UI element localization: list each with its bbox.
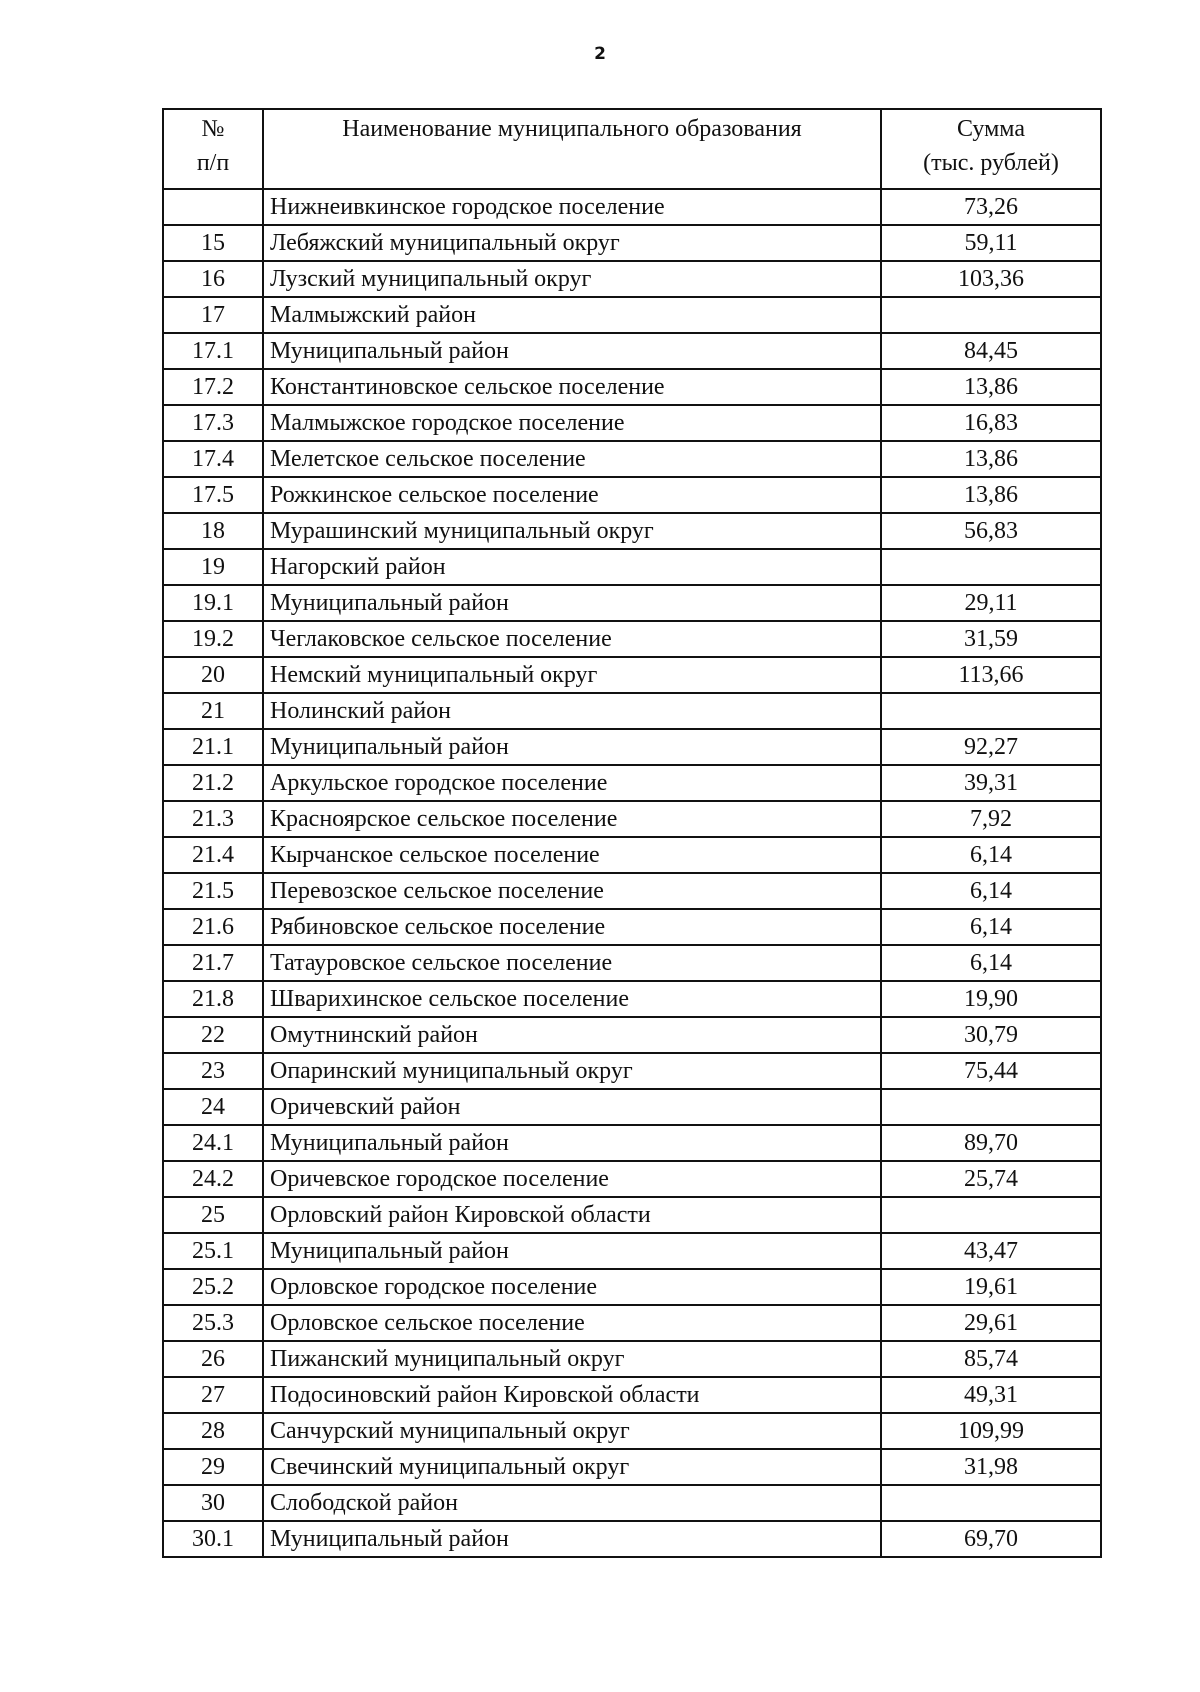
row-name: Нолинский район (263, 693, 881, 729)
table-row (163, 1053, 1101, 1089)
row-sum: 16,83 (881, 405, 1101, 441)
row-name: Орловский район Кировской области (263, 1197, 881, 1233)
row-name: Шварихинское сельское поселение (263, 981, 881, 1017)
row-num: 24.2 (163, 1161, 263, 1197)
table-row (163, 945, 1101, 981)
row-num: 17.5 (163, 477, 263, 513)
table-row (163, 1449, 1101, 1485)
table-row (163, 297, 1101, 333)
row-num: 17.1 (163, 333, 263, 369)
row-num: 27 (163, 1377, 263, 1413)
row-sum (881, 549, 1101, 585)
row-name: Муниципальный район (263, 333, 881, 369)
row-name: Чеглаковское сельское поселение (263, 621, 881, 657)
table-row (163, 981, 1101, 1017)
row-sum: 43,47 (881, 1233, 1101, 1269)
row-name: Орловское городское поселение (263, 1269, 881, 1305)
header-num: № п/п (163, 109, 263, 189)
table-row (163, 729, 1101, 765)
row-num: 20 (163, 657, 263, 693)
row-num: 24 (163, 1089, 263, 1125)
row-name: Орловское сельское поселение (263, 1305, 881, 1341)
row-num: 26 (163, 1341, 263, 1377)
row-sum (881, 297, 1101, 333)
row-name: Малмыжское городское поселение (263, 405, 881, 441)
table-row (163, 549, 1101, 585)
table-row (163, 261, 1101, 297)
table-row (163, 1377, 1101, 1413)
row-sum: 92,27 (881, 729, 1101, 765)
row-num: 23 (163, 1053, 263, 1089)
row-name: Пижанский муниципальный округ (263, 1341, 881, 1377)
row-num: 21 (163, 693, 263, 729)
row-sum (881, 1089, 1101, 1125)
row-sum: 13,86 (881, 441, 1101, 477)
table-row (163, 189, 1101, 225)
row-num: 25.1 (163, 1233, 263, 1269)
row-name: Муниципальный район (263, 1521, 881, 1557)
row-sum: 13,86 (881, 369, 1101, 405)
table-row (163, 1089, 1101, 1125)
row-name: Татауровское сельское поселение (263, 945, 881, 981)
page-number: 2 (594, 44, 606, 64)
municipal-sums-table (162, 108, 1102, 1558)
row-name: Мелетское сельское поселение (263, 441, 881, 477)
row-name: Свечинский муниципальный округ (263, 1449, 881, 1485)
row-name: Слободской район (263, 1485, 881, 1521)
row-sum: 69,70 (881, 1521, 1101, 1557)
table-row (163, 585, 1101, 621)
row-sum: 49,31 (881, 1377, 1101, 1413)
row-sum: 6,14 (881, 873, 1101, 909)
table-row (163, 621, 1101, 657)
row-name: Санчурский муниципальный округ (263, 1413, 881, 1449)
row-name: Аркульское городское поселение (263, 765, 881, 801)
row-sum: 31,59 (881, 621, 1101, 657)
row-sum: 29,11 (881, 585, 1101, 621)
header-sum: Сумма (тыс. рублей) (881, 109, 1101, 189)
row-num: 22 (163, 1017, 263, 1053)
table-row (163, 1017, 1101, 1053)
row-name: Оричевское городское поселение (263, 1161, 881, 1197)
row-num: 25.2 (163, 1269, 263, 1305)
row-num: 21.5 (163, 873, 263, 909)
table-row (163, 801, 1101, 837)
row-name: Мурашинский муниципальный округ (263, 513, 881, 549)
row-num: 17.3 (163, 405, 263, 441)
table-row (163, 1521, 1101, 1557)
table-row (163, 1305, 1101, 1341)
row-sum: 31,98 (881, 1449, 1101, 1485)
table-row (163, 369, 1101, 405)
row-sum: 113,66 (881, 657, 1101, 693)
row-name: Рожкинское сельское поселение (263, 477, 881, 513)
row-name: Кырчанское сельское поселение (263, 837, 881, 873)
row-num: 15 (163, 225, 263, 261)
row-sum: 73,26 (881, 189, 1101, 225)
row-num (163, 189, 263, 225)
table-row (163, 765, 1101, 801)
row-name: Муниципальный район (263, 585, 881, 621)
row-sum (881, 693, 1101, 729)
row-sum: 85,74 (881, 1341, 1101, 1377)
table-row (163, 1485, 1101, 1521)
row-num: 17.4 (163, 441, 263, 477)
table-row (163, 657, 1101, 693)
row-name: Лузский муниципальный округ (263, 261, 881, 297)
row-sum: 89,70 (881, 1125, 1101, 1161)
row-sum: 29,61 (881, 1305, 1101, 1341)
table-row (163, 1341, 1101, 1377)
row-num: 18 (163, 513, 263, 549)
row-name: Муниципальный район (263, 1125, 881, 1161)
row-sum: 6,14 (881, 837, 1101, 873)
row-sum: 75,44 (881, 1053, 1101, 1089)
row-name: Омутнинский район (263, 1017, 881, 1053)
row-sum (881, 1197, 1101, 1233)
header-name: Наименование муниципального образования (263, 109, 881, 189)
table-row (163, 837, 1101, 873)
row-num: 19 (163, 549, 263, 585)
row-name: Нагорский район (263, 549, 881, 585)
row-num: 19.1 (163, 585, 263, 621)
row-num: 21.8 (163, 981, 263, 1017)
row-sum: 30,79 (881, 1017, 1101, 1053)
row-sum: 39,31 (881, 765, 1101, 801)
row-num: 30 (163, 1485, 263, 1521)
row-name: Красноярское сельское поселение (263, 801, 881, 837)
row-num: 24.1 (163, 1125, 263, 1161)
table-row (163, 477, 1101, 513)
row-sum: 59,11 (881, 225, 1101, 261)
row-num: 17.2 (163, 369, 263, 405)
row-sum: 25,74 (881, 1161, 1101, 1197)
row-sum: 13,86 (881, 477, 1101, 513)
row-num: 25 (163, 1197, 263, 1233)
row-num: 21.6 (163, 909, 263, 945)
table-row (163, 693, 1101, 729)
row-num: 19.2 (163, 621, 263, 657)
row-name: Подосиновский район Кировской области (263, 1377, 881, 1413)
table-row (163, 1161, 1101, 1197)
row-name: Константиновское сельское поселение (263, 369, 881, 405)
table-row (163, 1197, 1101, 1233)
row-num: 17 (163, 297, 263, 333)
table-row (163, 513, 1101, 549)
row-num: 21.2 (163, 765, 263, 801)
row-sum (881, 1485, 1101, 1521)
row-num: 16 (163, 261, 263, 297)
table-row (163, 1269, 1101, 1305)
row-sum: 84,45 (881, 333, 1101, 369)
row-name: Муниципальный район (263, 729, 881, 765)
row-num: 29 (163, 1449, 263, 1485)
row-num: 28 (163, 1413, 263, 1449)
row-sum: 109,99 (881, 1413, 1101, 1449)
row-sum: 19,90 (881, 981, 1101, 1017)
table-row (163, 333, 1101, 369)
row-num: 30.1 (163, 1521, 263, 1557)
table-row (163, 1125, 1101, 1161)
row-num: 25.3 (163, 1305, 263, 1341)
row-num: 21.7 (163, 945, 263, 981)
row-name: Оричевский район (263, 1089, 881, 1125)
table-header-row (163, 109, 1101, 189)
table-row (163, 225, 1101, 261)
row-sum: 103,36 (881, 261, 1101, 297)
row-name: Лебяжский муниципальный округ (263, 225, 881, 261)
row-sum: 6,14 (881, 909, 1101, 945)
row-name: Опаринский муниципальный округ (263, 1053, 881, 1089)
row-sum: 56,83 (881, 513, 1101, 549)
table-row (163, 1413, 1101, 1449)
row-name: Малмыжский район (263, 297, 881, 333)
table-row (163, 909, 1101, 945)
row-num: 21.3 (163, 801, 263, 837)
row-name: Муниципальный район (263, 1233, 881, 1269)
row-num: 21.1 (163, 729, 263, 765)
row-num: 21.4 (163, 837, 263, 873)
table-row (163, 441, 1101, 477)
row-sum: 6,14 (881, 945, 1101, 981)
row-name: Рябиновское сельское поселение (263, 909, 881, 945)
row-sum: 19,61 (881, 1269, 1101, 1305)
row-name: Перевозское сельское поселение (263, 873, 881, 909)
table-row (163, 873, 1101, 909)
table-row (163, 405, 1101, 441)
row-sum: 7,92 (881, 801, 1101, 837)
row-name: Нижнеивкинское городское поселение (263, 189, 881, 225)
table-row (163, 1233, 1101, 1269)
row-name: Немский муниципальный округ (263, 657, 881, 693)
